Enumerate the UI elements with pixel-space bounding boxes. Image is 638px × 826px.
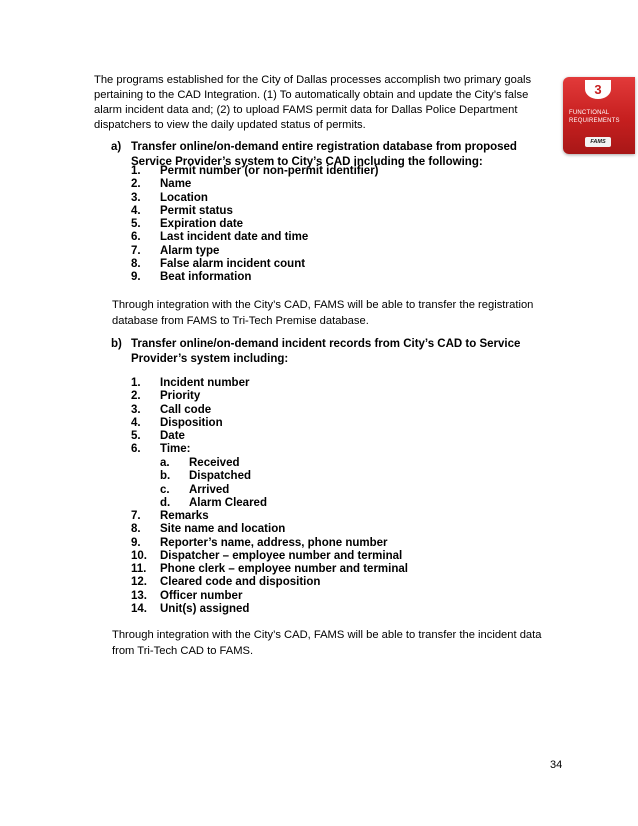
section-b-title-line: Provider’s system including: xyxy=(131,353,289,365)
sub-item-label: Dispatched xyxy=(189,470,251,483)
sub-item-label: Arrived xyxy=(189,483,230,496)
note-line: from Tri-Tech CAD to FAMS. xyxy=(112,645,254,657)
item-label: Beat information xyxy=(160,271,252,284)
item-number: 5. xyxy=(131,218,141,231)
item-label: Alarm type xyxy=(160,244,220,257)
item-number: 6. xyxy=(131,231,141,244)
item-number: 1. xyxy=(131,377,141,389)
section-a-note xyxy=(112,297,552,329)
item-label: Date xyxy=(160,430,185,443)
sub-item-letter: b. xyxy=(160,470,171,483)
item-label: Call code xyxy=(160,403,212,416)
item-number: 7. xyxy=(131,510,141,522)
intro-line: dispatchers to view the daily updated status of permits. xyxy=(94,119,366,131)
intro-paragraph xyxy=(94,73,554,133)
chapter-label-line: FUNCTIONAL xyxy=(569,110,610,116)
item-number: 11. xyxy=(131,563,147,576)
item-label: Unit(s) assigned xyxy=(160,603,250,616)
item-number: 4. xyxy=(131,204,141,217)
fams-logo: FAMS xyxy=(585,137,611,147)
note-line: Through integration with the City’s CAD, FAMS will be able to transfer the registration xyxy=(112,299,534,311)
item-label: Cleared code and disposition xyxy=(160,576,321,589)
intro-line: alarm incident data and; (2) to upload FAMS permit data for Dallas Police Department xyxy=(94,104,518,116)
intro-line: The programs established for the City of Dallas processes accomplish two primary goals xyxy=(94,74,532,86)
item-label: Disposition xyxy=(160,416,223,429)
item-number: 2. xyxy=(131,390,141,403)
item-label: Permit status xyxy=(160,204,233,217)
section-a-marker: a) xyxy=(111,141,122,153)
chapter-tab xyxy=(563,77,635,154)
item-number: 9. xyxy=(131,536,141,549)
item-number: 3. xyxy=(131,191,141,204)
item-label: Name xyxy=(160,178,192,191)
sub-item-label: Alarm Cleared xyxy=(189,496,267,509)
item-label: Incident number xyxy=(160,377,250,389)
item-number: 6. xyxy=(131,443,141,456)
chapter-label xyxy=(569,109,633,125)
item-label: Last incident date and time xyxy=(160,231,309,244)
item-label: Dispatcher – employee number and terminal xyxy=(160,549,403,562)
sub-item-letter: d. xyxy=(160,496,171,509)
section-a-title-line: Service Provider’s system to City’s CAD including the following: xyxy=(131,156,483,168)
item-label: Location xyxy=(160,191,208,204)
item-number: 10. xyxy=(131,549,147,562)
item-number: 12. xyxy=(131,576,147,589)
page-number: 34 xyxy=(550,759,563,771)
item-label: False alarm incident count xyxy=(160,258,306,271)
item-number: 5. xyxy=(131,430,141,443)
chapter-number: 3 xyxy=(585,80,611,99)
item-number: 8. xyxy=(131,258,141,271)
item-label: Time: xyxy=(160,443,191,456)
chapter-label-line: REQUIREMENTS xyxy=(569,118,620,124)
section-b-note xyxy=(112,627,552,659)
item-label: Reporter’s name, address, phone number xyxy=(160,536,388,549)
item-label: Phone clerk – employee number and terminal xyxy=(160,563,408,576)
section-b-title xyxy=(111,337,520,367)
item-number: 13. xyxy=(131,589,147,602)
item-label: Remarks xyxy=(160,510,209,522)
item-label: Site name and location xyxy=(160,523,286,536)
section-b-marker: b) xyxy=(111,338,122,350)
note-line: database from FAMS to Tri-Tech Premise database. xyxy=(112,315,369,327)
item-number: 3. xyxy=(131,403,141,416)
note-line: Through integration with the City’s CAD, FAMS will be able to transfer the incident data xyxy=(112,629,542,641)
sub-item-letter: c. xyxy=(160,483,170,496)
section-a-title-line: Transfer online/on-demand entire registration database from proposed xyxy=(131,141,517,153)
item-number: 9. xyxy=(131,271,141,284)
item-number: 2. xyxy=(131,178,141,191)
item-number: 8. xyxy=(131,523,141,536)
item-label: Priority xyxy=(160,390,201,403)
intro-line: pertaining to the CAD Integration. (1) To automatically obtain and update the City’s false xyxy=(94,89,529,101)
section-b-title-line: Transfer online/on-demand incident records from City’s CAD to Service xyxy=(131,338,521,350)
item-number: 7. xyxy=(131,244,141,257)
item-number: 1. xyxy=(131,165,141,177)
item-label: Expiration date xyxy=(160,218,244,231)
sub-item-letter: a. xyxy=(160,457,170,469)
item-label: Officer number xyxy=(160,589,243,602)
sub-item-label: Received xyxy=(189,457,240,469)
item-number: 4. xyxy=(131,416,141,429)
item-label: Permit number (or non-permit identifier) xyxy=(160,165,379,177)
item-number: 14. xyxy=(131,603,147,616)
